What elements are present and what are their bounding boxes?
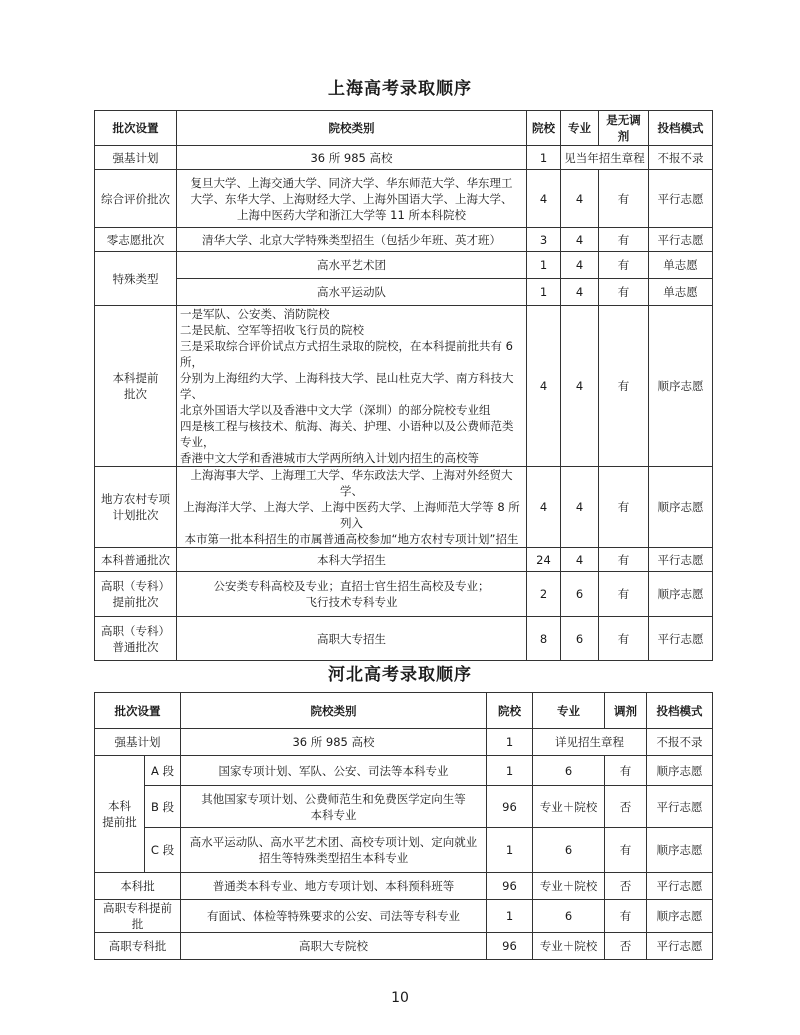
category-line: 一是军队、公安类、消防院校 [180,307,330,321]
header-mode: 投档模式 [649,111,713,146]
header-major: 专业 [533,693,605,729]
header-adjust: 调剂 [605,693,647,729]
category-line: 北京外国语大学以及香港中文大学（深圳）的部分院校专业组 [180,403,491,417]
mode-cell: 顺序志愿 [647,900,713,933]
major-cell: 见当年招生章程 [561,146,649,170]
batch-cell: 零志愿批次 [95,228,177,252]
category-cell: 国家专项计划、军队、公安、司法等本科专业 [181,756,487,786]
category-cell: 本科大学招生 [177,548,527,572]
mode-cell: 顺序志愿 [649,572,713,617]
major-cell: 专业＋院校 [533,873,605,900]
schools-cell: 1 [527,279,561,306]
table-row [95,279,713,306]
category-line: 本市第一批本科招生的市属普通高校参加“地方农村专项计划”招生 [184,532,519,546]
major-cell: 6 [533,756,605,786]
major-cell: 专业＋院校 [533,933,605,960]
category-cell: 有面试、体检等特殊要求的公安、司法等专科专业 [181,900,487,933]
category-cell: 36 所 985 高校 [177,146,527,170]
header-adjust: 是无调剂 [599,111,649,146]
segment-cell: C 段 [145,828,181,873]
schools-cell: 2 [527,572,561,617]
mode-cell: 平行志愿 [649,617,713,661]
major-cell: 专业＋院校 [533,786,605,828]
category-line: 三是采取综合评价试点方式招生录取的院校，在本科提前批共有 6 所， [180,339,513,369]
schools-cell: 96 [487,933,533,960]
batch-cell [95,617,177,661]
batch-cell [95,572,177,617]
table-row [95,873,713,900]
category-line: 招生等特殊类型招生本科专业 [258,851,409,865]
batch-line: 高职（专科） [101,623,170,638]
batch-line: 地方农村专项 [101,492,170,506]
schools-cell: 3 [527,228,561,252]
mode-cell: 单志愿 [649,279,713,306]
adjust-cell: 有 [599,279,649,306]
schools-cell: 96 [487,873,533,900]
shanghai-admission-table [94,110,713,661]
mode-cell: 单志愿 [649,252,713,279]
major-cell: 4 [561,252,599,279]
schools-cell: 96 [487,786,533,828]
adjust-cell: 否 [605,786,647,828]
header-schools: 院校 [487,693,533,729]
category-line: 上海中医药大学和浙江大学等 11 所本科院校 [237,207,466,222]
batch-cell: 本科普通批次 [95,548,177,572]
mode-cell: 平行志愿 [649,548,713,572]
category-cell [177,572,527,617]
mode-cell: 顺序志愿 [647,756,713,786]
table-row [95,228,713,252]
table-row [95,786,713,828]
major-cell: 详见招生章程 [533,729,647,756]
major-cell: 6 [533,900,605,933]
schools-cell: 1 [487,828,533,873]
adjust-cell: 否 [605,873,647,900]
batch-cell [95,756,145,873]
table-row [95,548,713,572]
category-line: 飞行技术专科专业 [305,595,398,609]
major-cell: 6 [561,617,599,661]
batch-cell: 特殊类型 [95,252,177,306]
category-cell [181,786,487,828]
batch-line: 本科 [108,799,131,813]
batch-cell: 高职专科提前批 [95,900,181,933]
header-batch: 批次设置 [95,693,181,729]
schools-cell: 4 [527,467,561,548]
major-cell: 4 [561,306,599,467]
adjust-cell: 有 [599,228,649,252]
mode-cell: 顺序志愿 [649,306,713,467]
table-row [95,828,713,873]
adjust-cell: 否 [605,933,647,960]
major-cell: 4 [561,170,599,228]
category-line: 公安类专科高校及专业；直招士官生招生高校及专业； [213,579,490,593]
batch-cell: 本科批 [95,873,181,900]
batch-line: 本科提前 [112,371,159,385]
major-cell: 4 [561,279,599,306]
mode-cell: 不报不录 [647,729,713,756]
mode-cell: 平行志愿 [647,933,713,960]
mode-cell: 平行志愿 [649,170,713,228]
schools-cell: 4 [527,306,561,467]
shanghai-title: 上海高考录取顺序 [328,79,472,99]
table-row [95,756,713,786]
schools-cell: 1 [487,900,533,933]
category-cell: 高水平艺术团 [177,252,527,279]
category-line: 二是民航、空军等招收飞行员的院校 [180,323,364,337]
major-cell: 4 [561,467,599,548]
table-row [95,170,713,228]
header-batch: 批次设置 [95,111,177,146]
category-line: 复旦大学、上海交通大学、同济大学、华东师范大学、华东理工 [190,175,513,190]
category-cell [177,467,527,548]
batch-line: 提前批 [102,815,137,829]
batch-line: 批次 [124,387,147,401]
category-cell: 高水平运动队 [177,279,527,306]
schools-cell: 24 [527,548,561,572]
header-category: 院校类别 [181,693,487,729]
category-line: 香港中文大学和香港城市大学两所纳入计划内招生的高校等 [180,451,479,465]
batch-cell [95,467,177,548]
mode-cell: 顺序志愿 [647,828,713,873]
adjust-cell: 有 [599,548,649,572]
header-category: 院校类别 [177,111,527,146]
table-row [95,617,713,661]
mode-cell: 平行志愿 [649,228,713,252]
page-number: 10 [391,990,409,1006]
mode-cell: 顺序志愿 [649,467,713,548]
table-row [95,306,713,467]
category-line: 上海海事大学、上海理工大学、华东政法大学、上海对外经贸大学、 [190,468,513,498]
adjust-cell: 有 [605,828,647,873]
adjust-cell: 有 [599,467,649,548]
hebei-title: 河北高考录取顺序 [328,665,472,685]
table-row [95,933,713,960]
adjust-cell: 有 [599,306,649,467]
adjust-cell: 有 [605,756,647,786]
schools-cell: 4 [527,170,561,228]
table-row [95,572,713,617]
header-mode: 投档模式 [647,693,713,729]
category-line: 本科专业 [310,807,357,822]
category-line: 上海海洋大学、上海大学、上海中医药大学、上海师范大学等 8 所列入 [183,500,520,530]
category-cell [181,828,487,873]
batch-line: 提前批次 [112,595,159,609]
table-header-row [95,693,713,729]
category-cell: 高职大专院校 [181,933,487,960]
category-line: 分别为上海纽约大学、上海科技大学、昆山杜克大学、南方科技大学、 [180,371,514,401]
category-cell [177,306,527,467]
mode-cell: 平行志愿 [647,786,713,828]
category-cell: 36 所 985 高校 [181,729,487,756]
category-line: 高水平运动队、高水平艺术团、高校专项计划、定向就业 [189,835,478,849]
segment-cell: B 段 [145,786,181,828]
batch-cell [95,306,177,467]
batch-cell: 高职专科批 [95,933,181,960]
schools-cell: 1 [487,756,533,786]
batch-cell: 强基计划 [95,729,181,756]
schools-cell: 1 [527,252,561,279]
schools-cell: 1 [527,146,561,170]
category-line: 其他国家专项计划、公费师范生和免费医学定向生等 [201,791,466,806]
segment-cell: A 段 [145,756,181,786]
mode-cell: 平行志愿 [647,873,713,900]
category-cell [177,170,527,228]
adjust-cell: 有 [605,900,647,933]
table-row [95,146,713,170]
major-cell: 4 [561,228,599,252]
mode-cell: 不报不录 [649,146,713,170]
category-line: 四是核工程与核技术、航海、海关、护理、小语种以及公费师范类专业， [180,419,514,449]
batch-line: 计划批次 [112,508,159,522]
adjust-cell: 有 [599,617,649,661]
batch-line: 普通批次 [112,639,159,654]
batch-cell: 强基计划 [95,146,177,170]
batch-cell: 综合评价批次 [95,170,177,228]
adjust-cell: 有 [599,572,649,617]
category-cell: 高职大专招生 [177,617,527,661]
schools-cell: 8 [527,617,561,661]
table-row [95,467,713,548]
header-major: 专业 [561,111,599,146]
category-line: 大学、东华大学、上海财经大学、上海外国语大学、上海大学、 [190,191,513,206]
adjust-cell: 有 [599,170,649,228]
category-cell: 普通类本科专业、地方专项计划、本科预科班等 [181,873,487,900]
header-schools: 院校 [527,111,561,146]
batch-line: 高职（专科） [101,579,170,593]
table-row [95,729,713,756]
major-cell: 6 [533,828,605,873]
adjust-cell: 有 [599,252,649,279]
table-header-row [95,111,713,146]
major-cell: 4 [561,548,599,572]
schools-cell: 1 [487,729,533,756]
major-cell: 6 [561,572,599,617]
category-cell: 清华大学、北京大学特殊类型招生（包括少年班、英才班） [177,228,527,252]
table-row [95,900,713,933]
hebei-admission-table [94,692,713,960]
table-row [95,252,713,279]
